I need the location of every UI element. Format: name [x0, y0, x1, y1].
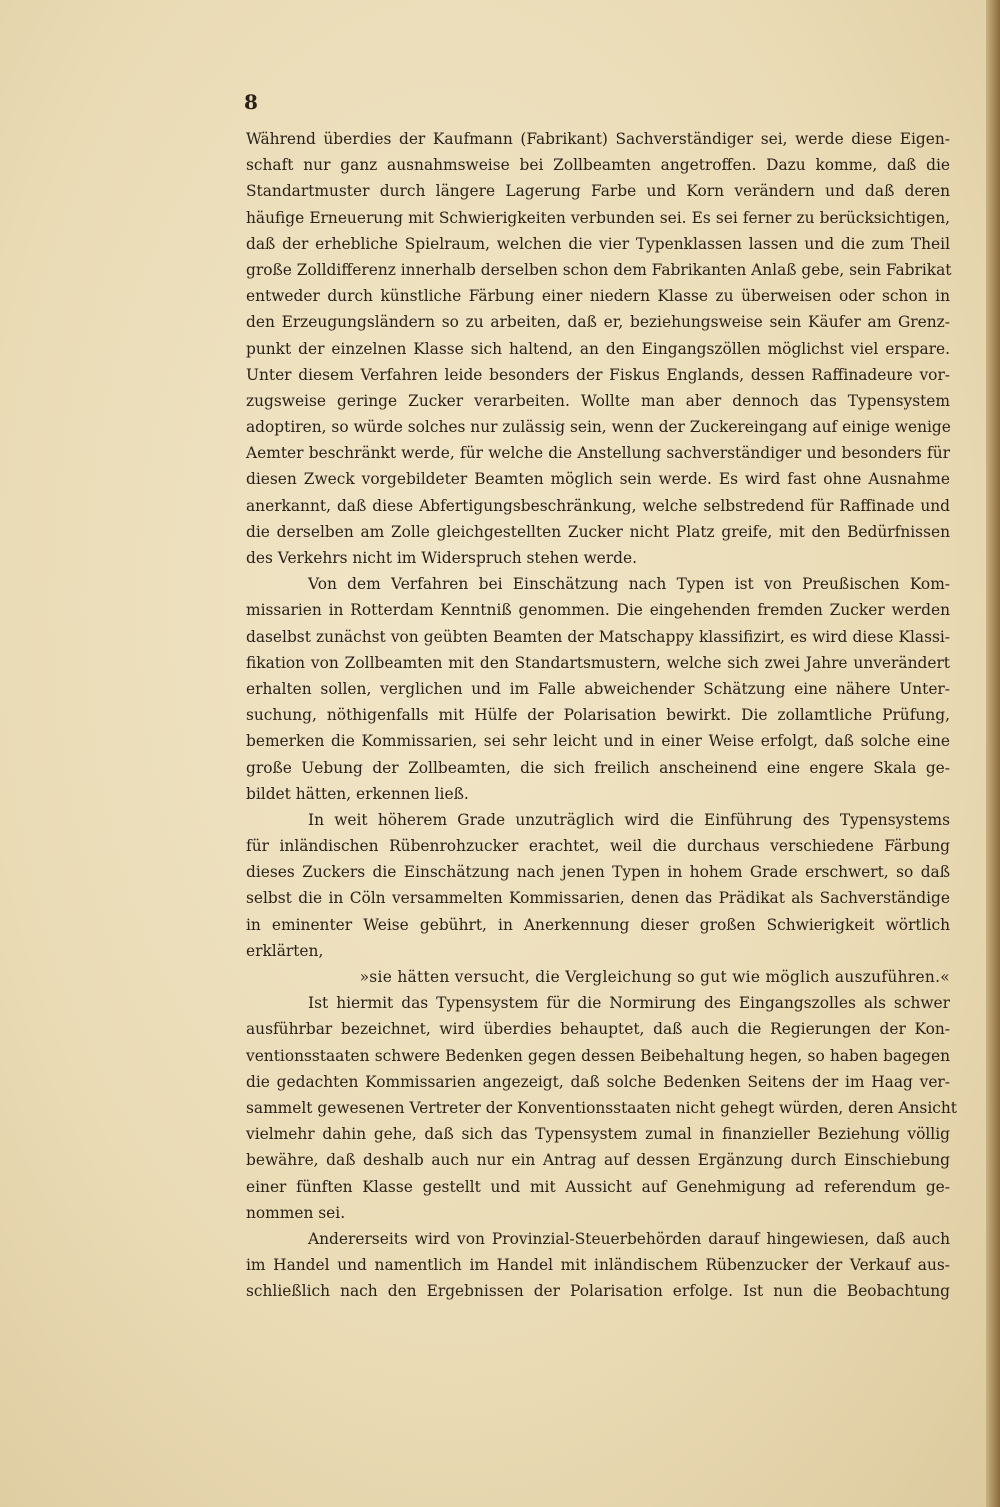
text-line: ausführbar bezeichnet, wird überdies behauptet, daß auch die Regierungen der Kon-: [246, 1020, 950, 1039]
text-line: anerkannt, daß diese Abfertigungsbeschränkung, welche selbstredend für Raffinade und: [246, 496, 950, 515]
text-line: »sie hätten versucht, die Vergleichung so gut wie möglich auszuführen.«: [359, 968, 950, 986]
text-line: daselbst zunächst von geübten Beamten der Matschappy klassifizirt, es wird diese Klassi-: [246, 627, 950, 646]
text-line: daß der erhebliche Spielraum, welchen die vier Typenklassen lassen und die zum Theil: [246, 234, 950, 253]
text-line: große Uebung der Zollbeamten, die sich freilich anscheinend eine engere Skala ge-: [246, 758, 950, 777]
text-line: missarien in Rotterdam Kenntniß genommen. Die eingehenden fremden Zucker werden: [246, 601, 950, 620]
text-line: bewähre, daß deshalb auch nur ein Antrag auf dessen Ergänzung durch Einschiebung: [246, 1151, 950, 1170]
page-edge-shadow: [986, 0, 1000, 1507]
text-line: einer fünften Klasse gestellt und mit Aussicht auf Genehmigung ad referendum ge-: [246, 1177, 950, 1196]
text-line: bildet hätten, erkennen ließ.: [246, 784, 469, 803]
text-line: Unter diesem Verfahren leide besonders der Fiskus Englands, dessen Raffinadeure vor-: [246, 365, 950, 384]
text-line: schließlich nach den Ergebnissen der Polarisation erfolge. Ist nun die Beobachtung: [246, 1282, 950, 1301]
page-number: 8: [244, 90, 258, 114]
text-line: punkt der einzelnen Klasse sich haltend, an den Eingangszöllen möglichst viel erspare.: [246, 339, 950, 358]
text-line: schaft nur ganz ausnahmsweise bei Zollbeamten angetroffen. Dazu komme, daß die: [246, 156, 950, 175]
text-line: für inländischen Rübenrohzucker erachtet, weil die durchaus verschiedene Färbung: [246, 837, 950, 856]
text-line: entweder durch künstliche Färbung einer niedern Klasse zu überweisen oder schon in: [246, 287, 950, 306]
text-line: adoptiren, so würde solches nur zulässig sein, wenn der Zuckereingang auf einige wenige: [246, 418, 951, 437]
text-line: Während überdies der Kaufmann (Fabrikant) Sachverständiger sei, werde diese Eigen-: [246, 130, 950, 148]
text-line: Von dem Verfahren bei Einschätzung nach Typen ist von Preußischen Kom-: [308, 575, 950, 594]
text-line: In weit höherem Grade unzuträglich wird die Einführung des Typensystems: [308, 810, 950, 829]
text-line: die derselben am Zolle gleichgestellten Zucker nicht Platz greife, mit den Bedürfnissen: [246, 522, 950, 541]
text-line: diesen Zweck vorgebildeter Beamten möglich sein werde. Es wird fast ohne Ausnahme: [246, 470, 950, 489]
text-line: fikation von Zollbeamten mit den Standartsmustern, welche sich zwei Jahre unverändert: [246, 653, 950, 672]
text-line: des Verkehrs nicht im Widerspruch stehen werde.: [246, 549, 638, 567]
text-line: vielmehr dahin gehe, daß sich das Typensystem zumal in finanzieller Beziehung völlig: [246, 1125, 950, 1144]
text-line: Standartmuster durch längere Lagerung Farbe und Korn verändern und daß deren: [246, 182, 950, 201]
text-line: große Zolldifferenz innerhalb derselben schon dem Fabrikanten Anlaß gebe, sein Fabrikat: [246, 260, 952, 279]
text-line: bemerken die Kommissarien, sei sehr leicht und in einer Weise erfolgt, daß solche eine: [246, 732, 950, 751]
text-line: Andererseits wird von Provinzial-Steuerbehörden darauf hingewiesen, daß auch: [308, 1229, 950, 1248]
text-line: häufige Erneuerung mit Schwierigkeiten verbunden sei. Es sei ferner zu berücksichtigen,: [246, 208, 950, 227]
text-line: in eminenter Weise gebührt, in Anerkennung dieser großen Schwierigkeit wörtlich: [246, 915, 950, 934]
body-text: [246, 126, 957, 1304]
text-line: dieses Zuckers die Einschätzung nach jenen Typen in hohem Grade erschwert, so daß: [246, 863, 950, 882]
text-line: erklärten,: [246, 941, 324, 960]
text-line: sammelt gewesenen Vertreter der Konventionsstaaten nicht gehegt würden, deren Ansicht: [246, 1098, 957, 1117]
text-line: zugsweise geringe Zucker verarbeiten. Wollte man aber dennoch das Typensystem: [246, 391, 950, 410]
text-line: Ist hiermit das Typensystem für die Normirung des Eingangszolles als schwer: [308, 994, 950, 1013]
text-line: die gedachten Kommissarien angezeigt, daß solche Bedenken Seitens der im Haag ver-: [246, 1072, 950, 1091]
text-line: suchung, nöthigenfalls mit Hülfe der Polarisation bewirkt. Die zollamtliche Prüfung,: [246, 706, 950, 725]
text-line: Aemter beschränkt werde, für welche die Anstellung sachverständiger und besonders für: [246, 444, 950, 463]
text-line: selbst die in Cöln versammelten Kommissarien, denen das Prädikat als Sachverständige: [246, 889, 950, 908]
text-line: ventionsstaaten schwere Bedenken gegen dessen Beibehaltung hegen, so haben bagegen: [246, 1046, 950, 1065]
text-line: erhalten sollen, verglichen und im Falle abweichender Schätzung eine nähere Unter-: [246, 679, 950, 698]
text-line: nommen sei.: [246, 1203, 346, 1222]
text-line: den Erzeugungsländern so zu arbeiten, daß er, beziehungsweise sein Käufer am Grenz-: [246, 313, 950, 332]
text-line: im Handel und namentlich im Handel mit inländischem Rübenzucker der Verkauf aus-: [246, 1256, 950, 1275]
